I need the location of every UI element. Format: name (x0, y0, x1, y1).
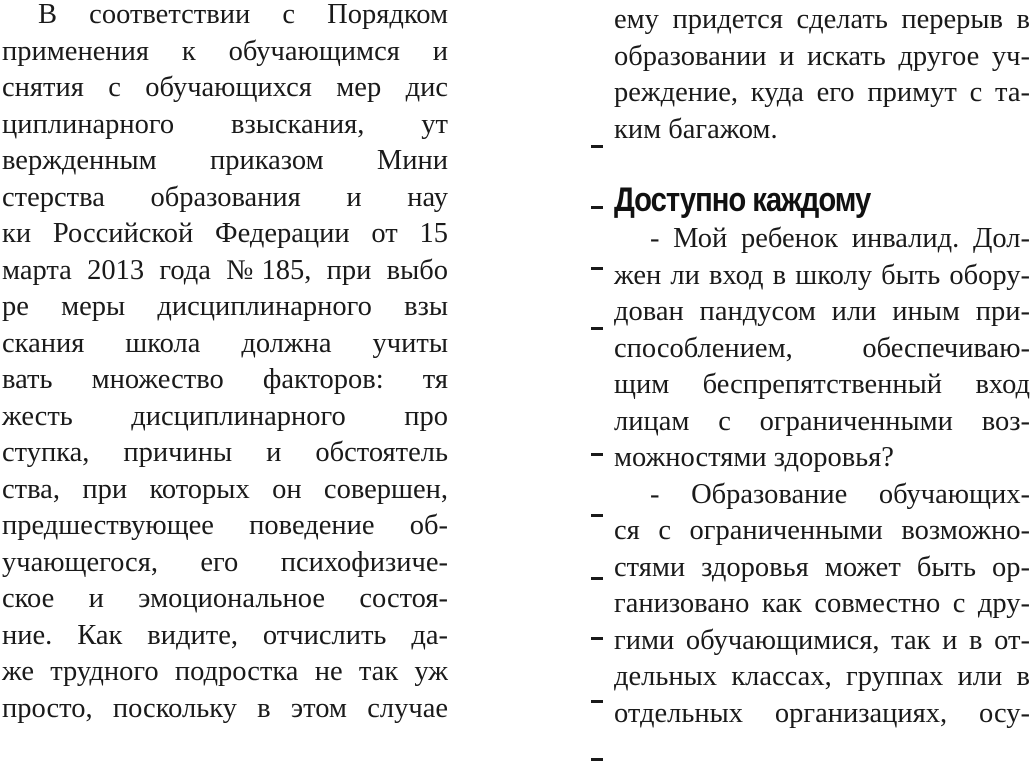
text-line: ское и эмоциональное состоя- (2, 583, 448, 614)
question-line: жен ли вход в школу быть обору- (614, 259, 1030, 291)
text-line: ства, при которых он совершен, (2, 473, 448, 505)
gutter-mark (591, 145, 603, 148)
answer-line: - Образование обучающих- (650, 478, 1030, 510)
gutter-mark (591, 206, 603, 209)
gutter-mark (591, 758, 603, 761)
text-line: просто, поскольку в этом случае (2, 692, 448, 724)
text-line: вать множество факторов: тя (2, 364, 448, 395)
text-line: ки Российской Федерации от 15 (2, 218, 448, 249)
text-line: жесть дисциплинарного про (2, 400, 448, 432)
question-line: лицам с ограниченными воз- (614, 405, 1030, 437)
gutter-mark (591, 700, 603, 703)
text-line: стерства образования и нау (2, 181, 448, 213)
column-gutter-marks (591, 0, 605, 766)
text-line: снятия с обучающихся мер дис (2, 72, 448, 103)
gutter-mark (591, 453, 603, 456)
text-line: вержденным приказом Мини (2, 145, 448, 176)
question-line: дован пандусом или иным при- (614, 296, 1030, 327)
text-line: ему придется сделать перерыв в (614, 4, 1030, 35)
gutter-mark (591, 514, 603, 517)
answer-line: гими обучающимися, так и в от- (614, 624, 1030, 656)
question-line: способлением, обеспечиваю- (614, 332, 1030, 364)
section-heading: Доступно каждому (614, 181, 871, 219)
text-line: ние. Как видите, отчислить да- (2, 619, 448, 651)
left-column (2, 0, 448, 727)
question-line: щим беспрепятственный вход (614, 369, 1030, 400)
text-line: применения к обучающимся и (2, 35, 448, 67)
text-line: учающегося, его психофизиче- (2, 546, 448, 578)
answer-line: ся с ограниченными возможно- (614, 515, 1030, 546)
answer-line: отдельных организациях, осу- (614, 697, 1030, 729)
gutter-mark (591, 577, 603, 580)
answer-line: ганизовано как совместно с дру- (614, 588, 1030, 619)
gutter-mark (591, 267, 603, 270)
gutter-mark (591, 637, 603, 640)
text-line: ре меры дисциплинарного взы (2, 291, 448, 322)
text-line: В соответствии с Порядком (38, 0, 448, 30)
text-line: предшествующее поведение об- (2, 510, 448, 541)
text-line: циплинарного взыскания, ут (2, 108, 448, 140)
text-line: образовании и искать другое уч- (614, 40, 1030, 72)
question-line: - Мой ребенок инвалид. Дол- (650, 223, 1030, 254)
text-line: ступка, причины и обстоятель (2, 437, 448, 468)
text-line: же трудного подростка не так уж (2, 656, 448, 687)
right-column (614, 2, 1030, 732)
gutter-mark (591, 327, 603, 330)
answer-line: дельных классах, группах или в (614, 661, 1030, 692)
text-line: реждение, куда его примут с та- (614, 77, 1030, 108)
question-line: можностями здоровья? (614, 442, 894, 473)
answer-line: стями здоровья может быть ор- (614, 551, 1030, 583)
text-line: ким багажом. (614, 113, 778, 145)
text-line: скания школа должна учиты (2, 327, 448, 359)
text-line: марта 2013 года №185, при выбо (2, 254, 448, 286)
